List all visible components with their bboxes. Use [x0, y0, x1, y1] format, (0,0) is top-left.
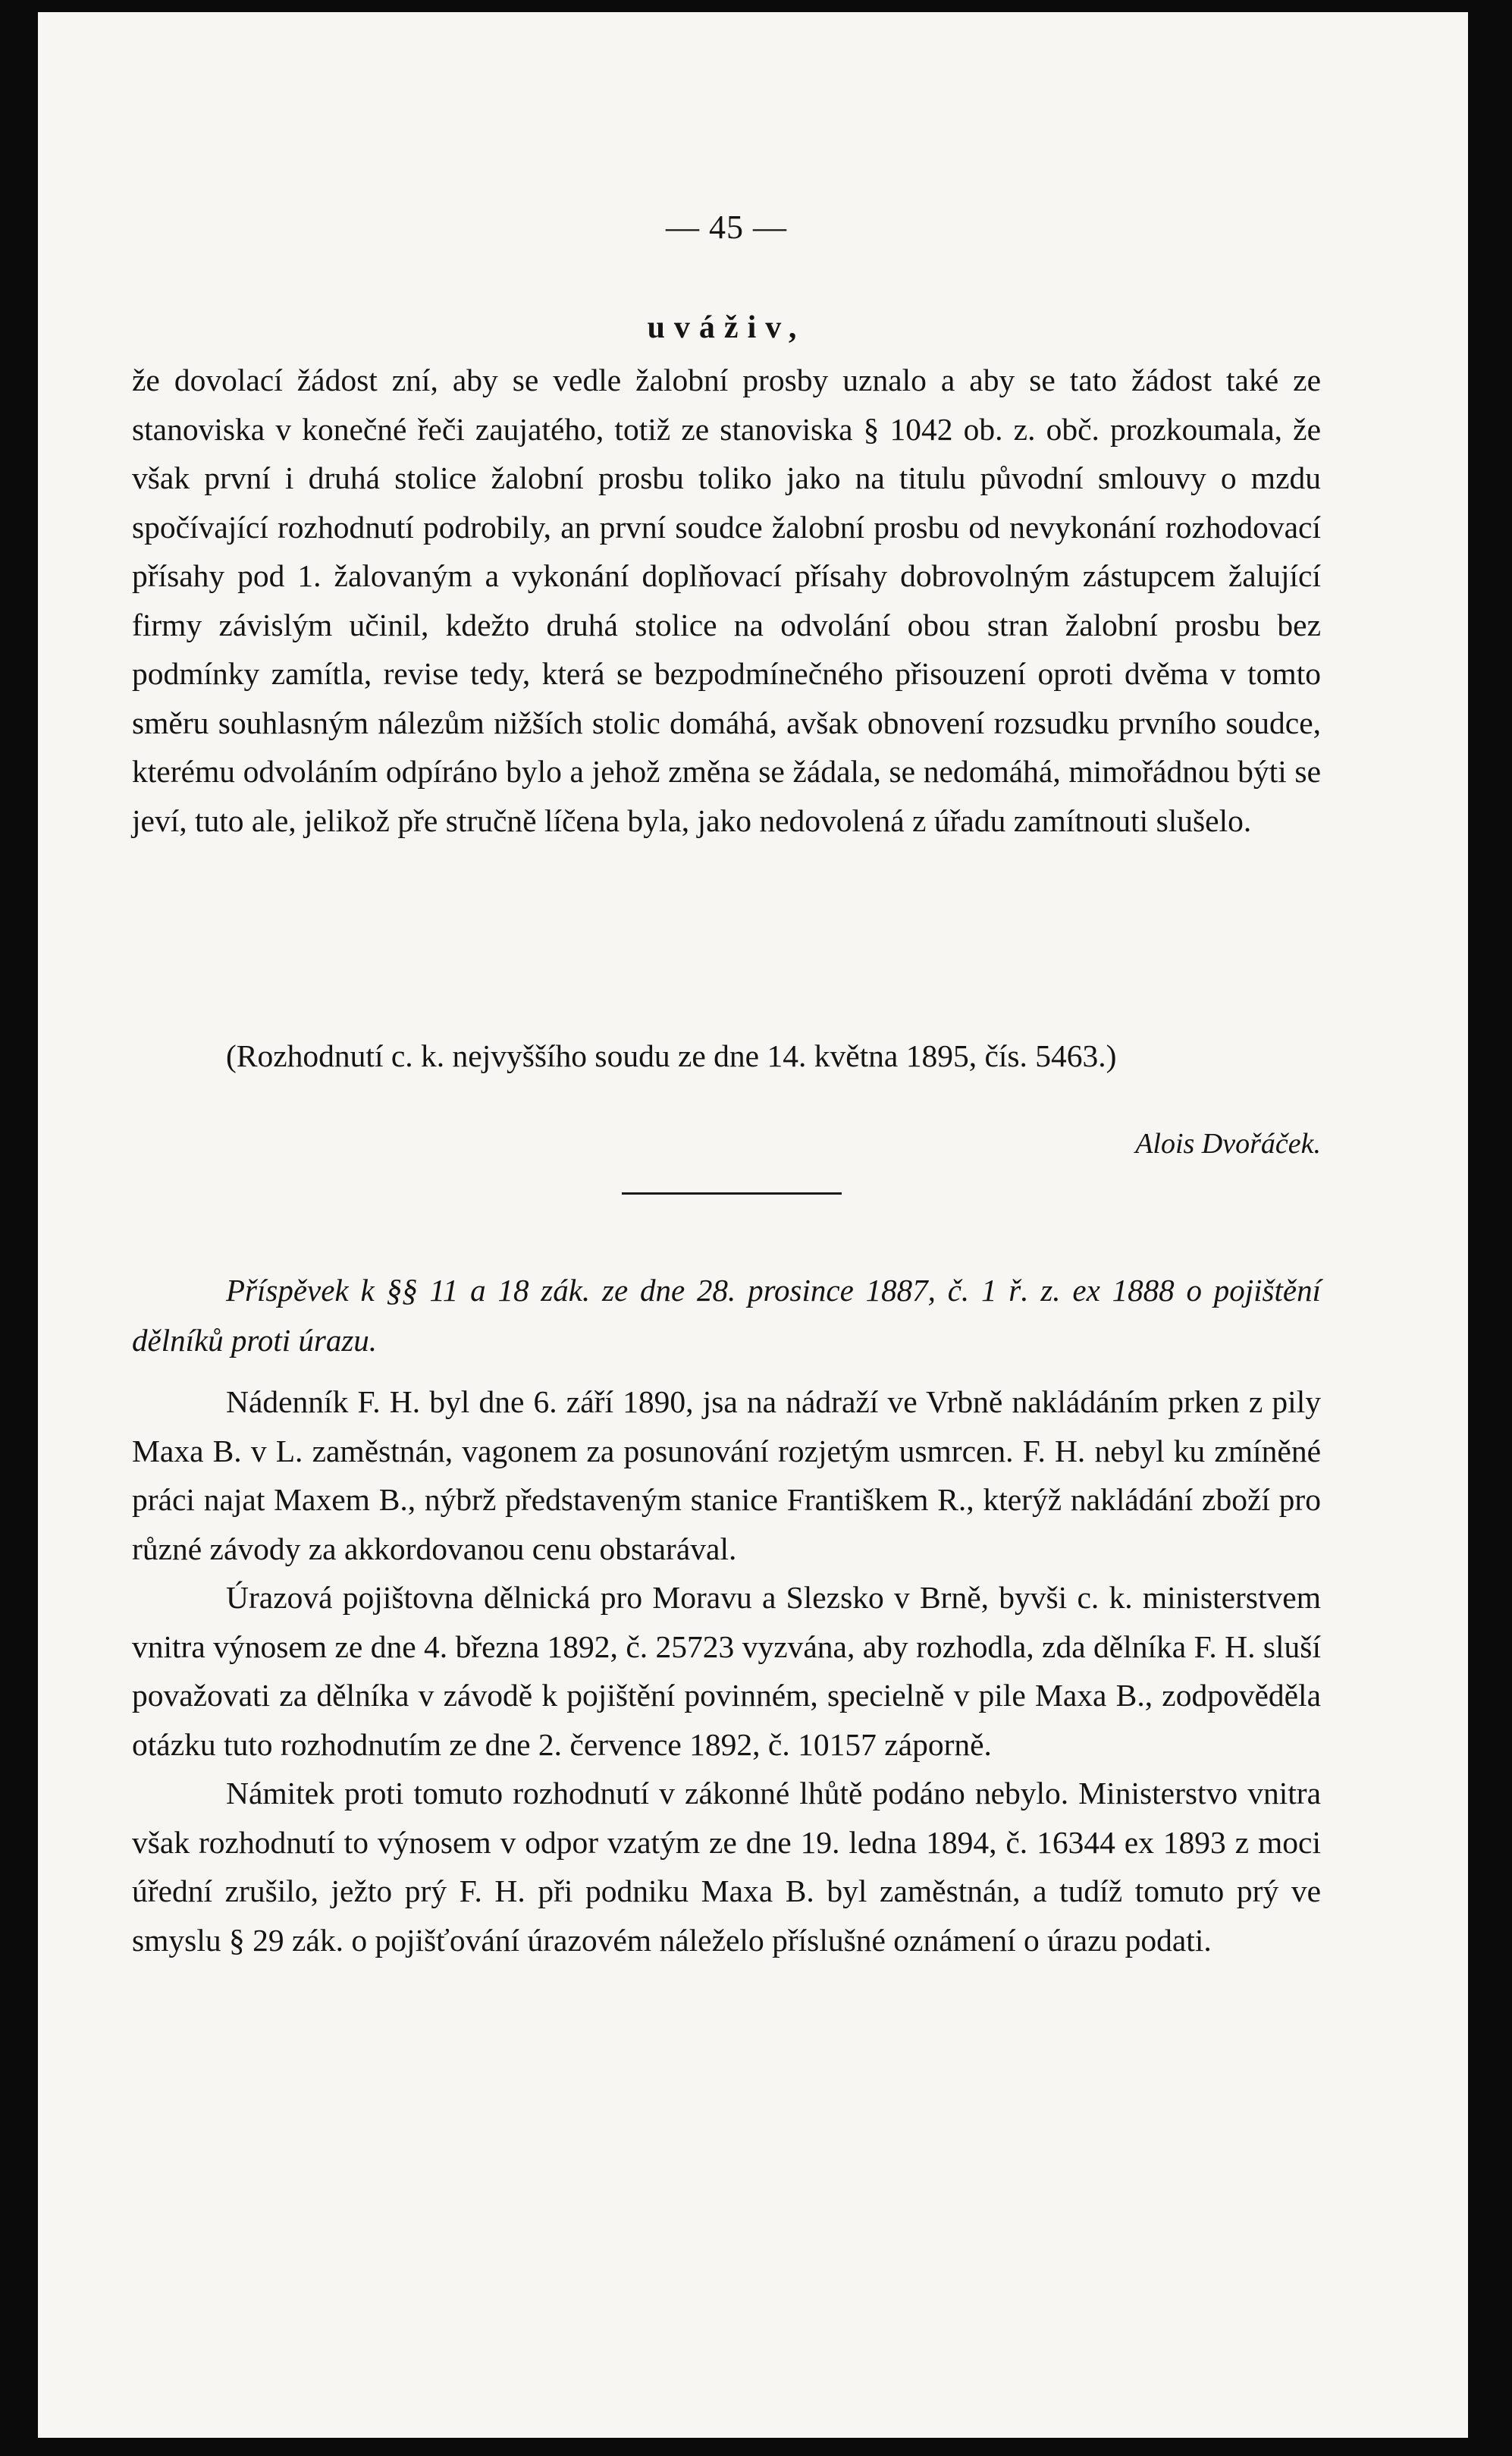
court-citation: (Rozhodnutí c. k. nejvyššího soudu ze dne 14. května 1895, čís. 5463.) — [226, 1038, 1117, 1073]
author-signature: Alois Dvořáček. — [1135, 1128, 1321, 1160]
article-body — [132, 1377, 1321, 1964]
body-paragraph-1: Nádenník F. H. byl dne 6. září 1890, jsa na nádraží ve Vrbně nakládáním prken z pily Maxa B. v L. zaměstnán, vagonem za posunování rozjetým usmrcen. F. H. nebyl ku zmíněné práci najat Maxem B., nýbrž představeným stanice Františkem R., kterýž nakládání zboží pro různé závody za akkordovanou cenu obstarával. — [132, 1384, 1321, 1566]
body-paragraph-3: Námitek proti tomuto rozhodnutí v zákonné lhůtě podáno nebylo. Ministerstvo vnitra však rozhodnutí to výnosem v odpor vzatým ze dne 19. ledna 1894, č. 16344 ex 1893 z moci úřední zrušilo, ježto prý F. H. při podniku Maxa B. byl zaměstnán, a tudíž tomuto prý ve smyslu § 29 zák. o pojišťování úrazovém náleželo příslušné oznámení o úrazu podati. — [132, 1776, 1321, 1958]
decision-reasoning — [132, 356, 1321, 845]
scanned-page — [38, 12, 1468, 2438]
body-paragraph-2: Úrazová pojištovna dělnická pro Moravu a Slezsko v Brně, byvši c. k. ministerstvem vnitra výnosem ze dne 4. března 1892, č. 25723 vyzvána, aby rozhodla, zda dělníka F. H. sluší považovati za dělníka v závodě k pojištění povinném, specielně v pile Maxa B., zodpověděla otázku tuto rozhodnutím ze dne 2. července 1892, č. 10157 záporně. — [132, 1580, 1321, 1762]
citation-block — [132, 1032, 1321, 1081]
article-subtitle: Příspěvek k §§ 11 a 18 zák. ze dne 28. prosince 1887, č. 1 ř. z. ex 1888 o pojištění dělníků proti úrazu. — [132, 1273, 1321, 1358]
reasoning-paragraph: že dovolací žádost zní, aby se vedle žalobní prosby uznalo a aby se tato žádost také ze stanoviska v konečné řeči zaujatého, totiž ze stanoviska § 1042 ob. z. obč. prozkoumala, že však první i druhá stolice žalobní prosbu toliko jako na titulu původní smlouvy o mzdu spočívající rozhodnutí podrobily, an první soudce žalobní prosbu od nevykonání rozhodovací přísahy pod 1. žalovaným a vykonání doplňovací přísahy dobrovolným zástupcem žalující firmy závislým učinil, kdežto druhá stolice na odvolání obou stran žalobní prosbu bez podmínky zamítla, revise tedy, která se bezpodmínečného přisouzení oproti dvěma v tomto směru souhlasným nálezům nižších stolic domáhá, avšak obnovení rozsudku prvního soudce, kterému odvoláním odpíráno bylo a jehož změna se žádala, se nedomáhá, mimořádnou býti se jeví, tuto ale, jelikož pře stručně líčena byla, jako nedovolená z úřadu zamítnouti slušelo. — [132, 363, 1321, 838]
section-divider — [622, 1192, 842, 1195]
section-heading: uváživ, — [647, 310, 806, 345]
page-number: — 45 — — [666, 209, 787, 246]
